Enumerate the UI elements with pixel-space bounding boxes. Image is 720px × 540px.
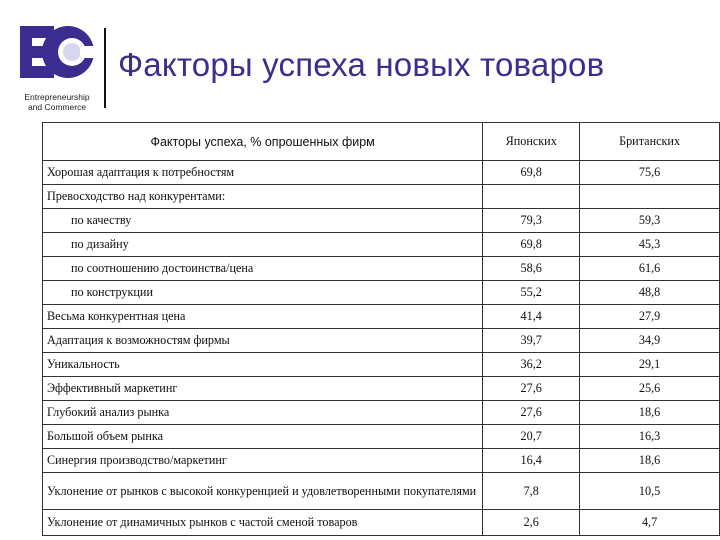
row-label: по соотношению достоинства/цена [43, 257, 483, 281]
header-factor: Факторы успеха, % опрошенных фирм [43, 123, 483, 161]
table-row [43, 353, 720, 377]
table-row [43, 510, 720, 536]
table-body [43, 123, 720, 536]
value-british: 18,6 [580, 449, 720, 473]
value-japanese: 58,6 [483, 257, 580, 281]
row-label: Большой объем рынка [43, 425, 483, 449]
table-row [43, 281, 720, 305]
ec-logo-mark [10, 20, 100, 90]
value-british: 48,8 [580, 281, 720, 305]
row-label: Синергия производство/маркетинг [43, 449, 483, 473]
logo-caption-line1: Entrepreneurship [24, 92, 90, 102]
value-japanese [483, 185, 580, 209]
value-japanese: 27,6 [483, 377, 580, 401]
value-japanese: 41,4 [483, 305, 580, 329]
success-factors-table [42, 122, 720, 536]
table-row [43, 209, 720, 233]
value-british: 16,3 [580, 425, 720, 449]
header-british: Британских [580, 123, 720, 161]
row-label: Весьма конкурентная цена [43, 305, 483, 329]
table-row [43, 329, 720, 353]
row-label: Уклонение от рынков с высокой конкуренцией и удовлетворенными покупателями [43, 473, 483, 510]
table-row [43, 305, 720, 329]
table-row [43, 425, 720, 449]
logo-caption-line2: and Commerce [27, 102, 87, 112]
row-label: Адаптация к возможностям фирмы [43, 329, 483, 353]
value-british: 61,6 [580, 257, 720, 281]
row-label: Хорошая адаптация к потребностям [43, 161, 483, 185]
value-japanese: 55,2 [483, 281, 580, 305]
value-british: 10,5 [580, 473, 720, 510]
value-japanese: 2,6 [483, 510, 580, 536]
value-british: 18,6 [580, 401, 720, 425]
table-row [43, 473, 720, 510]
table-row [43, 257, 720, 281]
row-label: по конструкции [43, 281, 483, 305]
value-japanese: 39,7 [483, 329, 580, 353]
table-header-row [43, 123, 720, 161]
row-label: Уникальность [43, 353, 483, 377]
table-row [43, 185, 720, 209]
value-british [580, 185, 720, 209]
row-label: Глубокий анализ рынка [43, 401, 483, 425]
row-label: Превосходство над конкурентами: [43, 185, 483, 209]
row-label: Уклонение от динамичных рынков с частой сменой товаров [43, 510, 483, 536]
value-japanese: 69,8 [483, 161, 580, 185]
value-japanese: 79,3 [483, 209, 580, 233]
row-label: по качеству [43, 209, 483, 233]
value-british: 4,7 [580, 510, 720, 536]
table-row [43, 401, 720, 425]
table-row [43, 161, 720, 185]
table-row [43, 449, 720, 473]
value-british: 34,9 [580, 329, 720, 353]
value-british: 29,1 [580, 353, 720, 377]
title-divider [104, 28, 106, 108]
logo [10, 20, 100, 112]
value-japanese: 27,6 [483, 401, 580, 425]
value-japanese: 69,8 [483, 233, 580, 257]
row-label: по дизайну [43, 233, 483, 257]
header-japanese: Японских [483, 123, 580, 161]
value-british: 25,6 [580, 377, 720, 401]
value-japanese: 36,2 [483, 353, 580, 377]
value-british: 75,6 [580, 161, 720, 185]
value-japanese: 16,4 [483, 449, 580, 473]
value-japanese: 7,8 [483, 473, 580, 510]
value-british: 27,9 [580, 305, 720, 329]
row-label: Эффективный маркетинг [43, 377, 483, 401]
value-british: 45,3 [580, 233, 720, 257]
value-british: 59,3 [580, 209, 720, 233]
table-row [43, 233, 720, 257]
logo-caption [14, 92, 100, 112]
page-title: Факторы успеха новых товаров [118, 46, 605, 83]
table-row [43, 377, 720, 401]
value-japanese: 20,7 [483, 425, 580, 449]
